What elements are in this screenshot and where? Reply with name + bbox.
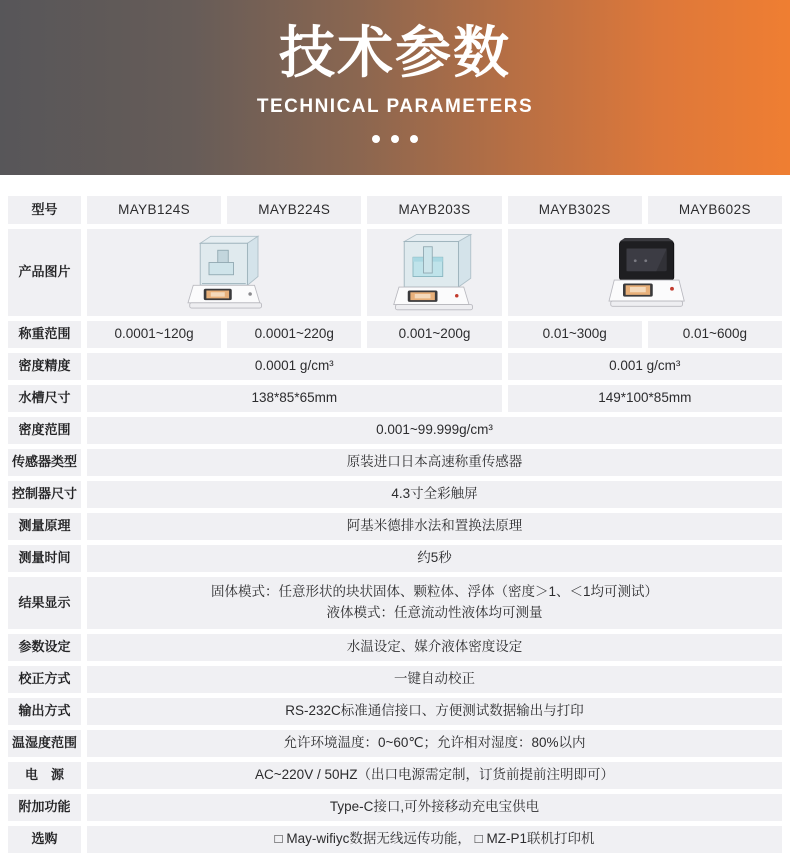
table-row-measure-time (8, 545, 782, 572)
decorative-dots (372, 135, 418, 143)
table-row-model (8, 196, 782, 224)
product-image-density-meter-black (508, 229, 782, 316)
dot-icon (410, 135, 418, 143)
value-cell: 0.0001~120g (87, 321, 221, 348)
table-row-param-setting (8, 634, 782, 661)
row-label: 输出方式 (8, 698, 81, 725)
value-cell: 一键自动校正 (87, 666, 782, 693)
page-subtitle: TECHNICAL PARAMETERS (256, 95, 534, 117)
spec-table (0, 175, 790, 853)
dot-icon (391, 135, 399, 143)
table-row-temp-humidity (8, 730, 782, 757)
row-label: 校正方式 (8, 666, 81, 693)
model-name-cell: MAYB203S (367, 196, 501, 224)
row-label: 传感器类型 (8, 449, 81, 476)
value-cell: 0.0001 g/cm³ (87, 353, 502, 380)
value-cell: 149*100*85mm (508, 385, 782, 412)
row-label: 温湿度范围 (8, 730, 81, 757)
value-cell: 允许环境温度：0~60℃；允许相对湿度：80%以内 (87, 730, 782, 757)
value-cell: AC~220V / 50HZ（出口电源需定制，订货前提前注明即可） (87, 762, 782, 789)
value-cell: 0.0001~220g (227, 321, 361, 348)
balance-glass-shield-illustration (167, 231, 281, 315)
value-cell: 阿基米德排水法和置换法原理 (87, 513, 782, 540)
table-row-optional (8, 826, 782, 853)
value-cell: RS-232C标准通信接口、方便测试数据输出与打印 (87, 698, 782, 725)
value-cell: 0.001~99.999g/cm³ (87, 417, 782, 444)
table-row-measure-principle (8, 513, 782, 540)
model-name-cell: MAYB302S (508, 196, 642, 224)
value-cell: 0.01~300g (508, 321, 642, 348)
table-row-power (8, 762, 782, 789)
result-display-solid-mode: 固体模式：任意形状的块状固体、颗粒体、浮体（密度＞1、＜1均可测试） (210, 584, 658, 600)
table-row-tank-size (8, 385, 782, 412)
row-label: 测量时间 (8, 545, 81, 572)
value-cell: 4.3寸全彩触屏 (87, 481, 782, 508)
model-name-cell: MAYB224S (227, 196, 361, 224)
row-label: 称重范围 (8, 321, 81, 348)
row-label-product-image: 产品图片 (8, 229, 81, 316)
density-meter-black-illustration (588, 231, 702, 315)
model-name-cell: MAYB602S (648, 196, 782, 224)
result-display-liquid-mode: 液体模式：任意流动性液体均可测量 (326, 604, 543, 620)
row-label: 测量原理 (8, 513, 81, 540)
value-cell: 0.01~600g (648, 321, 782, 348)
row-label-model: 型号 (8, 196, 81, 224)
table-row-result-display (8, 577, 782, 629)
value-cell: Type-C接口,可外接移动充电宝供电 (87, 794, 782, 821)
balance-water-tank-illustration (378, 231, 492, 315)
table-row-controller-size (8, 481, 782, 508)
row-label: 参数设定 (8, 634, 81, 661)
value-cell: 原装进口日本高速称重传感器 (87, 449, 782, 476)
table-row-density-precision (8, 353, 782, 380)
table-row-extra-function (8, 794, 782, 821)
value-cell: 约5秒 (87, 545, 782, 572)
table-row-calibration (8, 666, 782, 693)
table-row-sensor-type (8, 449, 782, 476)
model-name-cell: MAYB124S (87, 196, 221, 224)
row-label: 电 源 (8, 762, 81, 789)
table-row-density-range (8, 417, 782, 444)
value-cell: 0.001 g/cm³ (508, 353, 782, 380)
row-label: 密度精度 (8, 353, 81, 380)
value-cell (87, 577, 782, 629)
table-row-product-images (8, 229, 782, 316)
row-label: 附加功能 (8, 794, 81, 821)
value-cell: 138*85*65mm (87, 385, 502, 412)
row-label: 结果显示 (8, 577, 81, 629)
value-cell: 水温设定、媒介液体密度设定 (87, 634, 782, 661)
optional-accessories-value: □ May-wifiyc数据无线远传功能， □ MZ-P1联机打印机 (87, 826, 782, 853)
product-image-balance-glass-shield (87, 229, 361, 316)
table-row-output-mode (8, 698, 782, 725)
table-row-weighing-range (8, 321, 782, 348)
row-label: 密度范围 (8, 417, 81, 444)
row-label: 选购 (8, 826, 81, 853)
page-title: 技术参数 (279, 21, 511, 84)
dot-icon (372, 135, 380, 143)
row-label: 水槽尺寸 (8, 385, 81, 412)
product-image-balance-water-tank (367, 229, 501, 316)
header-banner (0, 0, 790, 175)
value-cell: 0.001~200g (367, 321, 501, 348)
row-label: 控制器尺寸 (8, 481, 81, 508)
